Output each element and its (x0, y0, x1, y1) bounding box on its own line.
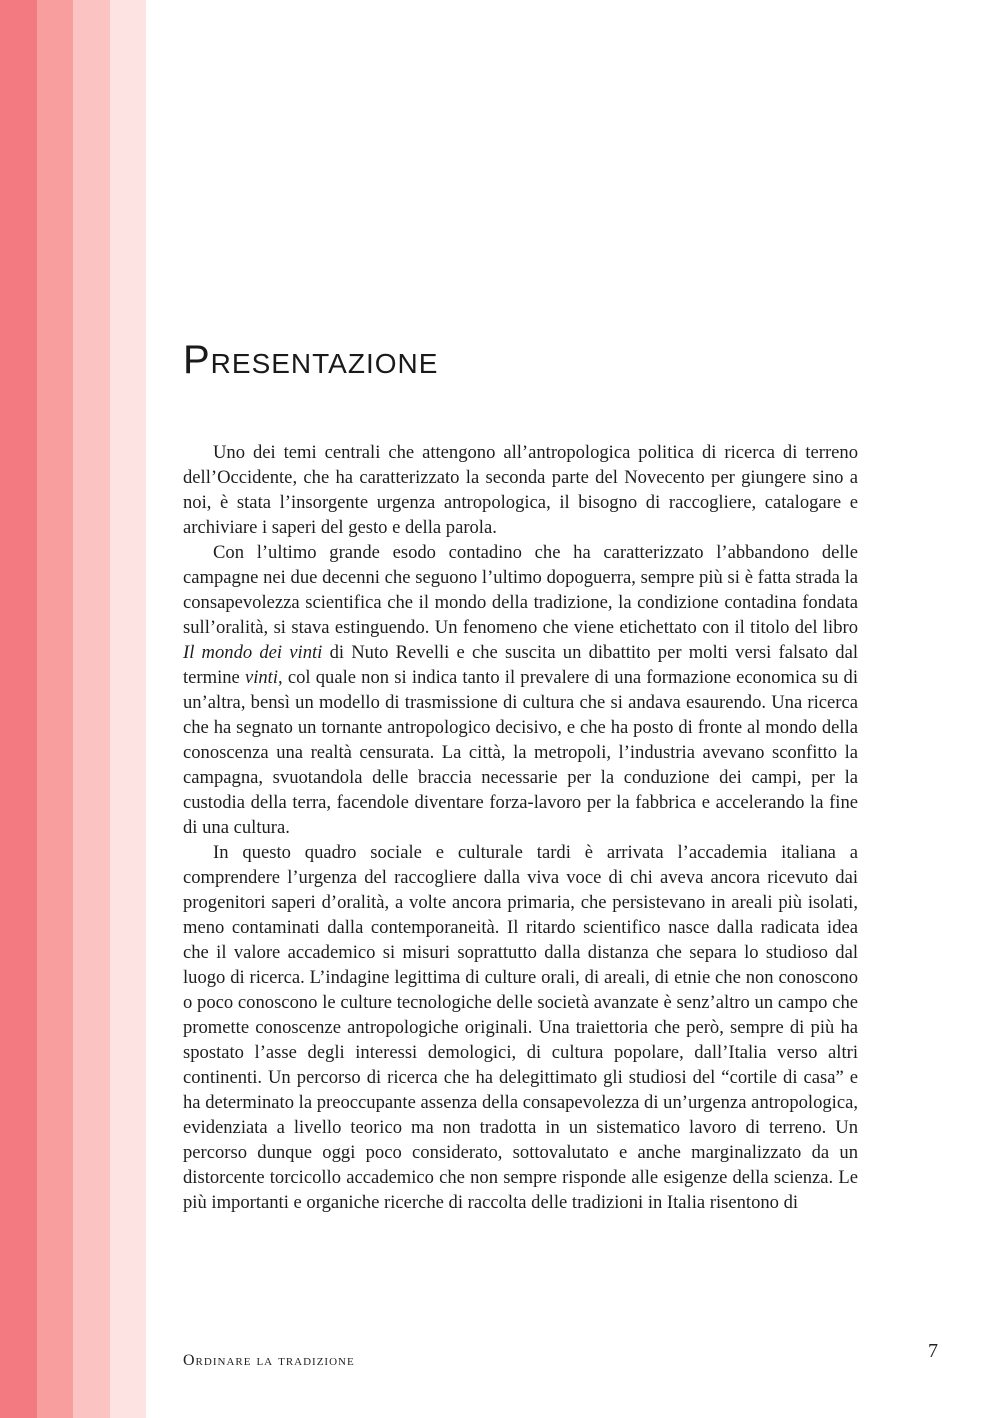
book-title-italic: Il mondo dei vinti (183, 642, 323, 663)
page-number: 7 (928, 1340, 938, 1362)
page-heading: Presentazione (183, 338, 439, 382)
paragraph-1: Uno dei temi centrali che attengono all’antropologica politica di ricerca di terreno dell’Occidente, che ha caratterizzato la seconda parte del Novecento per giungere sino a noi, è stata l’insorgente urgenza antropologica, il bisogno di raccogliere, catalogare e archiviare i saperi del gesto e della parola. (183, 442, 858, 538)
running-title: Ordinare la tradizione (183, 1352, 355, 1369)
paragraph-2-part-1: Con l’ultimo grande esodo contadino che ha caratterizzato l’abbandono delle campagne nei due decenni che seguono l’ultimo dopoguerra, sempre più si è fatta strada la consapevolezza scientifica che il mondo della tradizione, la condizione contadina fondata sull’oralità, si stava estinguendo. Un fenomeno che viene etichettato con il titolo del libro (183, 542, 858, 638)
paragraph-2 (183, 540, 858, 840)
term-italic: vinti (244, 667, 279, 688)
decorative-stripes (0, 0, 146, 1418)
stripe-3 (73, 0, 110, 1418)
stripe-1 (0, 0, 37, 1418)
paragraph-3: In questo quadro sociale e culturale tardi è arrivata l’accademia italiana a comprendere l’urgenza del raccogliere dalla viva voce di chi aveva ancora ricevuto dai progenitori saperi d’oralità, a volte ancora primaria, che persistevano in areali più isolati, meno contaminati dalla contemporaneità. Il ritardo scientifico nasce dalla radicata idea che il valore accademico si misuri soprattutto dalla distanza che separa lo studioso dal luogo di ricerca. L’indagine legittima di culture orali, di areali, di etnie che non conoscono o poco conoscono le culture tecnologiche delle società avanzate è senz’altro un campo che promette conoscenze antropologiche originali. Una traiettoria che però, sempre di più ha spostato l’asse degli interessi demologici, di cultura popolare, dall’Italia verso altri continenti. Un percorso di ricerca che ha delegittimato gli studiosi del “cortile di casa” e ha determinato la preoccupante assenza della consapevolezza di un’urgenza antropologica, evidenziata a livello teorico ma non tradotta in un sistematico lavoro di terreno. Un percorso dunque oggi poco considerato, sottovalutato e anche marginalizzato da un distorcente torcicollo accademico che non sempre risponde alle esigenze della scienza. Le più importanti e organiche ricerche di raccolta delle tradizioni in Italia risentono di (183, 842, 858, 1213)
stripe-2 (37, 0, 74, 1418)
body-text (183, 440, 858, 1215)
paragraph-2-part-3: , col quale non si indica tanto il prevalere di una formazione economica su di un’altra, bensì un modello di trasmissione di cultura che si andava esaurendo. Una ricerca che ha segnato un tornante antropologico decisivo, e che ha posto di fronte al mondo della conoscenza una realtà censurata. La città, la metropoli, l’industria avevano sconfitto la campagna, svuotandola delle braccia necessarie per la conduzione dei campi, per la custodia della terra, facendole diventare forza-lavoro per la fabbrica e accelerando la fine di una cultura. (183, 667, 859, 838)
paragraph-2-part-2: di Nuto Revelli e che suscita un dibattito per molti versi falsato dal termine (183, 642, 859, 688)
stripe-4 (110, 0, 147, 1418)
